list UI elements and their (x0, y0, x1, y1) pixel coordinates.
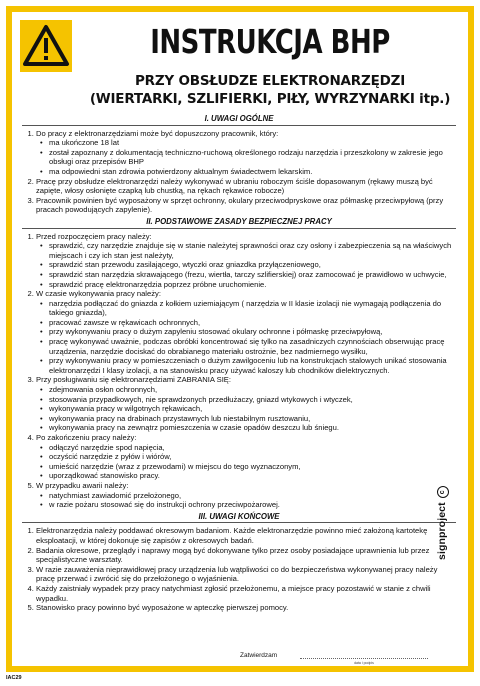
subtitle-line-2: (WIERTARKI, SZLIFIERKI, PIŁY, WYRZYNARKI itp.) (89, 91, 451, 107)
list-item: 3. W razie zauważenia nieprawidłowej pracy urządzenia lub wątpliwości co do bezpieczeństwa wykonywanej pracy należy pracę przerwać i zwrócić się do przełożonego o wyjaśnienia. (36, 565, 456, 584)
list-item: • sprawdzić stan przewodu zasilającego, wtyczki oraz gniazdka przyłączeniowego, (49, 260, 456, 270)
item-text: W czasie wykonywania pracy należy: (36, 289, 161, 299)
divider (22, 125, 456, 126)
list-item: • ma odpowiedni stan zdrowia potwierdzony aktualnym świadectwem lekarskim. (49, 167, 456, 177)
list-item: • pracować zawsze w rękawicach ochronnych, (49, 318, 456, 328)
subtitle-line-1: PRZY OBSŁUDZE ELEKTRONARZĘDZI (134, 73, 406, 89)
list-item (36, 375, 456, 433)
list-item: • wykonywania pracy na zewnątrz pomieszczenia w czasie opadów deszczu lub śniegu. (49, 423, 456, 433)
signature-line (300, 658, 428, 659)
list-item: • sprawdzić, czy narzędzie znajduje się w stanie należytej sprawności oraz czy osłony i zabezpieczenia są na właściwych miejscach i czy ich stan jest należyty, (49, 241, 456, 260)
list-item: • narzędzia podłączać do gniazda z kołkiem uziemiającym ( narzędzia w II klasie izolacji nie wymagają podłączenia do takiego gniazda), (49, 299, 456, 318)
list-item: 5. Stanowisko pracy powinno być wyposażone w apteczkę pierwszej pomocy. (36, 603, 456, 613)
list-item: • przy wykonywaniu pracy w pomieszczeniach o dużym zawilgoceniu lub na konstrukcjach stalowych unikać stosowania elektronarzędzi I klasy izolacji, a na stanowisku pracy używać kaloszy lub chodników dielektrycznych. (49, 356, 456, 375)
list-item: 4. Każdy zaistniały wypadek przy pracy natychmiast zgłosić przełożonemu, a miejsce pracy pozostawić w stanie z chwili wypadku. (36, 584, 456, 603)
list-item: • umieścić narzędzie (wraz z przewodami) w miejscu do tego wyznaczonym, (49, 462, 456, 472)
sub-list (36, 443, 456, 481)
item-text: W przypadku awarii należy: (36, 480, 129, 490)
list-item: • wykonywania pracy na drabinach przystawnych lub niestabilnym rusztowaniu, (49, 414, 456, 424)
approved-label: Zatwierdzam (240, 652, 278, 659)
sub-list (36, 299, 456, 376)
sub-list (36, 241, 456, 289)
brand-logo (436, 460, 450, 560)
sub-list (36, 138, 456, 176)
list-item: 3. Pracownik powinien być wyposażony w sprzęt ochronny, okulary przeciwodpryskowe oraz półmaskę przeciwpyłową (przy pracach powodujących zapylenie). (36, 196, 456, 215)
product-code: IAC29 (6, 675, 22, 681)
list-item: 1. Elektronarzędzia należy poddawać okresowym badaniom. Każde elektronarzędzie powinno mieć założoną kartotekę eksploatacji, w której dokonuje się zapisów z okresowych badań. (36, 526, 456, 545)
sub-list (36, 491, 456, 510)
item-text: Przy posługiwaniu się elektronarzędziami ZABRANIA SIĘ: (36, 375, 231, 385)
list-item: • odłączyć narzędzie spod napięcia, (49, 443, 456, 453)
instruction-content (22, 114, 456, 613)
list-item (36, 129, 456, 177)
list-item: • sprawdzić stan narzędzia skrawającego (frezu, wiertła, tarczy szlifierskiej) oraz zamocować je prawidłowo w uchwycie, (49, 270, 456, 280)
list-item: • uporządkować stanowisko pracy. (49, 471, 456, 481)
list-item (36, 289, 456, 375)
divider (22, 522, 456, 523)
list-item: • przy wykonywaniu pracy o dużym zapyleniu stosować okulary ochronne i półmaskę przeciwpyłową, (49, 327, 456, 337)
brand-name: signproject (436, 502, 448, 560)
list-item (36, 232, 456, 290)
list-item: • oczyścić narzędzie z pyłów i wiórów, (49, 452, 456, 462)
list-item: 2. Badania okresowe, przeglądy i naprawy mogą być dokonywane tylko przez osoby posiadające uprawnienia lub przez specjalistyczne warsztaty. (36, 546, 456, 565)
section-rules-list (22, 232, 456, 510)
section-general-list (22, 129, 456, 215)
item-text: Do pracy z elektronarzędziami może być dopuszczony pracownik, który: (36, 128, 279, 138)
signature-caption: data i podpis (354, 661, 374, 665)
copyright-icon: c (437, 486, 449, 498)
page-title: INSTRUKCJA BHP (150, 24, 390, 62)
item-text: Przed rozpoczęciem pracy należy: (36, 231, 152, 241)
divider (22, 228, 456, 229)
list-item (36, 433, 456, 481)
list-item: • w razie pożaru stosować się do instrukcji ochrony przeciwpożarowej. (49, 500, 456, 510)
list-item: • ma ukończone 18 lat (49, 138, 456, 148)
list-item: • stosowania przypadkowych, nie sprawdzonych przedłużaczy, gniazd wtykowych i wtyczek, (49, 395, 456, 405)
page-subtitle (82, 72, 458, 108)
item-text: Po zakończeniu pracy należy: (36, 433, 137, 442)
list-item: • sprawdzić pracę elektronarzędzia poprzez próbne uruchomienie. (49, 280, 456, 290)
section-heading-general: I. UWAGI OGÓLNE (204, 114, 274, 123)
list-item: • został zapoznany z dokumentacją techniczno-ruchową określonego rodzaju narzędzia i przeszkolony w zakresie jego obsługi oraz przepisów BHP (49, 148, 456, 167)
list-item (36, 481, 456, 510)
section-heading-final: III. UWAGI KOŃCOWE (198, 511, 280, 521)
list-item: • wykonywania pracy w wilgotnych rękawicach, (49, 404, 456, 414)
list-item: • zdejmowania osłon ochronnych, (49, 385, 456, 395)
section-final-list (22, 526, 456, 612)
warning-triangle-icon (20, 20, 72, 72)
list-item: 2. Pracę przy obsłudze elektronarzędzi należy wykonywać w ubraniu roboczym ściśle dopasowanym (rękawy muszą być zapięte, włosy osłonięte czapką lub chustką, na rękach rękawice robocze) (36, 177, 456, 196)
list-item: • natychmiast zawiadomić przełożonego, (49, 491, 456, 501)
sub-list (36, 385, 456, 433)
list-item: • pracę wykonywać uważnie, podczas obróbki koncentrować się tylko na zasadniczych czynnościach obserwując pracę urządzenia, narzędzie dociskać do obrabianego materiału ostrożnie, bez nadmiernego wysiłku, (49, 337, 456, 356)
section-heading-rules: II. PODSTAWOWE ZASADY BEZPIECZNEJ PRACY (146, 216, 332, 226)
safety-instruction-board (6, 6, 474, 672)
